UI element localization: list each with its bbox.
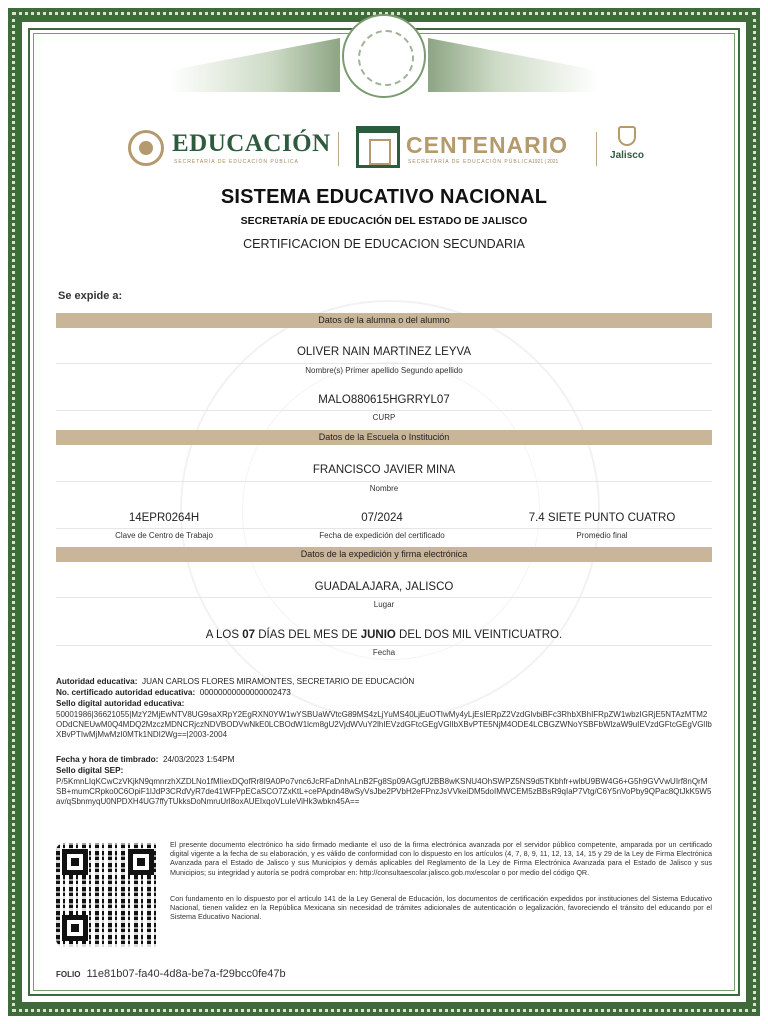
school-name-label: Nombre: [369, 484, 399, 493]
final-average: 7.4 SIETE PUNTO CUATRO: [528, 512, 676, 524]
student-section-band: Datos de la alumna o del alumno: [56, 313, 712, 328]
divider: [56, 410, 712, 411]
school-name: FRANCISCO JAVIER MINA: [312, 464, 456, 476]
certificate-date-label: Fecha de expedición del certificado: [319, 531, 445, 540]
authority-cert-label: No. certificado autoridad educativa:: [56, 688, 196, 697]
expedition-place-label: Lugar: [373, 600, 395, 609]
jalisco-crest-icon: [618, 126, 636, 146]
header-logos: [124, 124, 654, 174]
logo-centenario-word: CENTENARIO: [406, 132, 569, 158]
qr-finder: [128, 849, 154, 875]
authority-seal-value: 50001986|36621055|MzY2MjEwNTV8UG9saXRpY2EgRXN0YW1wYSBUaWVtcG89MS4zLjYuMS40LjEuOTIwMy4yLjEsIERpZ2VzdGlvbiBFc3RhbXBhIFRpZW1wbzIGRjE5NTAzMTM2ODdCNEUwM0Q4MDQ2MzczMDNCRjczNDVBODVwNkE0LCBOdW1lcm8gU2VjdWVuY2lhIEVzdGFtcGEgVGlIbXBvPTE5NjM4ODE4LCBGZWNoYSBFbWlzaW9uIEVzdGFtcGEgVGlIbXBvPTIwMjMwMzI0MTk1NDI2Wg==|2003-2004: [56, 710, 712, 740]
expedition-date-label: Fecha: [372, 648, 396, 657]
timbrado-value: 24/03/2023 1:54PM: [162, 755, 235, 764]
final-average-label: Promedio final: [576, 531, 628, 540]
school-cct: 14EPR0264H: [128, 512, 200, 524]
divider: [56, 481, 712, 482]
date-day: 07: [242, 629, 256, 641]
certification-type: CERTIFICACION DE EDUCACION SECUNDARIA: [243, 237, 525, 251]
logo-jalisco-word: Jalisco: [610, 150, 644, 161]
qr-finder: [62, 915, 88, 941]
curp-label: CURP: [372, 413, 396, 422]
student-name: OLIVER NAIN MARTINEZ LEYVA: [296, 346, 472, 358]
authority-label: Autoridad educativa:: [56, 677, 138, 686]
qr-finder: [62, 849, 88, 875]
divider: [56, 363, 712, 364]
folio-value: 11e81b07-fa40-4d8a-be7a-f29bcc0fe47b: [86, 968, 286, 980]
authority-seal-label: [56, 699, 184, 709]
timbrado-label: Fecha y hora de timbrado:: [56, 755, 159, 764]
logo-educacion-sub: SECRETARÍA DE EDUCACIÓN PÚBLICA: [174, 159, 299, 165]
building-icon: [356, 126, 400, 168]
logo-jalisco: [604, 126, 650, 172]
divider: [56, 528, 712, 529]
logo-centenario-sub: SECRETARÍA DE EDUCACIÓN PÚBLICA: [408, 159, 533, 165]
timbrado-line: [56, 755, 234, 765]
date-month: JUNIO: [360, 629, 396, 641]
sep-seal-label: [56, 766, 123, 776]
document-title: SISTEMA EDUCATIVO NACIONAL: [220, 186, 548, 208]
expedition-section-band: Datos de la expedición y firma electrónica: [56, 547, 712, 562]
student-curp: MALO880615HGRRYL07: [318, 394, 450, 406]
date-mid: DÍAS DEL MES DE: [255, 629, 361, 641]
logo-centenario: [356, 126, 584, 172]
logo-educacion-word: EDUCACIÓN: [172, 130, 331, 157]
logo-centenario-years: 1921 | 2021: [532, 159, 559, 165]
school-section-band: Datos de la Escuela o Institución: [56, 430, 712, 445]
certificate-date: 07/2024: [361, 512, 403, 524]
folio-label: FOLIO: [56, 970, 81, 979]
authority-value: JUAN CARLOS FLORES MIRAMONTES, SECRETARIO DE EDUCACIÓN: [142, 677, 415, 686]
logo-divider: [338, 132, 339, 166]
national-seal-icon: [342, 14, 426, 98]
authority-line: [56, 677, 414, 687]
legal-paragraph-signature: El presente documento electrónico ha sido firmado mediante el uso de la firma electrónica avanzada por el servidor público competente, amparada por un certificado digital vigente a la fecha de su elaboración, y es válido de conformidad con lo dispuesto en los artículos (4, 7, 8, 9, 11, 12, 13, 14, 15 y 29 de la Ley de Firma Electrónica Avanzada para el Estado de Jalisco y sus Municipios y demás aplicables del Reglamento de la Ley de Firma Electrónica Avanzada para el Estado de Jalisco y sus Municipios; su integridad y autoría se podrá comprobar en: http://consultaescolar.jalisco.gob.mx/escolar o por medio del código QR.: [170, 840, 712, 877]
secretaria-title: SECRETARÍA DE EDUCACIÓN DEL ESTADO DE JALISCO: [240, 215, 528, 227]
divider: [56, 597, 712, 598]
authority-cert-value: 00000000000000002473: [199, 688, 291, 697]
date-suffix: DEL DOS MIL VEINTICUATRO.: [395, 629, 563, 641]
eagle-emblem-icon: [128, 130, 164, 166]
logo-divider: [596, 132, 597, 166]
sep-seal-value: P/5KmnLIqKCwCzVKjkN9qmnrzhXZDLNo1fMIiexDQofRr8I9A0Po7vnc6JcRFaDnhALnB2Fg8Sp09AGgfU2BB8wKSNU4OhSWPZ5NS9d5TKbhfr+wlbU9BW4G6+G5h9GVVwUIrf8nQrMSB+mumCRpko0C6OpiF1lJdP3CRdVyR7de41WFPpECaSCO7ZxKtL+cePApdn48wSyVsJbe2PVbH2eFPnzJsVVkeiDM5doIMWCEM5zBBsR9qIaP7Vtg/C6Y5nVoPby9QPac8QtJkK5W5av/qSbnmyqU0NPDXH4UG7ffyTUkksDoNmruUrl8oxAUEIxqoVLuIeViHk3wbkn45A==: [56, 777, 712, 807]
school-cct-label: Clave de Centro de Trabajo: [115, 531, 213, 540]
authority-seal-label-text: Sello digital autoridad educativa:: [56, 699, 185, 708]
authority-cert-line: [56, 688, 291, 698]
sep-seal-label-text: Sello digital SEP:: [56, 766, 124, 775]
expedition-date: [56, 629, 712, 641]
legal-paragraph-validity: Con fundamento en lo dispuesto por el artículo 141 de la Ley General de Educación, los documentos de certificación expedidos por instituciones del Sistema Educativo Nacional, tienen validez en la República Mexicana sin necesidad de trámites adicionales de autenticación o legalización, favoreciendo el tránsito del educando por el Sistema Educativo Nacional.: [170, 894, 712, 922]
folio: [56, 968, 286, 980]
logo-educacion: [124, 126, 331, 172]
verification-qr-code[interactable]: [56, 843, 160, 947]
expedition-place: GUADALAJARA, JALISCO: [314, 581, 454, 593]
divider: [56, 645, 712, 646]
student-name-label: Nombre(s) Primer apellido Segundo apellido: [305, 366, 463, 375]
date-prefix: A LOS: [205, 629, 243, 641]
issued-to-label: Se expide a:: [58, 290, 123, 302]
